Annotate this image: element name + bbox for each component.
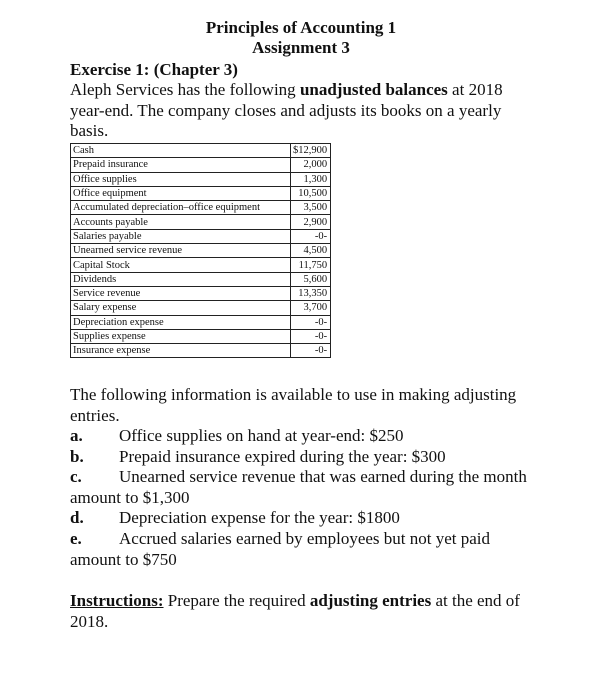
item-letter: a. (70, 426, 83, 445)
account-amount: 3,700 (291, 301, 331, 315)
adjustment-item-e (70, 529, 540, 570)
account-name: Accounts payable (71, 215, 291, 229)
instructions-text-1: Prepare the required (163, 591, 310, 610)
account-amount: 2,900 (291, 215, 331, 229)
account-amount: 5,600 (291, 272, 331, 286)
table-row (71, 244, 331, 258)
account-name: Service revenue (71, 286, 291, 300)
account-name: Unearned service revenue (71, 244, 291, 258)
item-letter: e. (70, 529, 82, 548)
adjustment-item-a (70, 426, 540, 447)
account-amount: 2,000 (291, 158, 331, 172)
account-name: Supplies expense (71, 329, 291, 343)
item-text: Office supplies on hand at year-end: $250 (119, 426, 404, 445)
item-letter: c. (70, 467, 82, 486)
item-text: Unearned service revenue that was earned during the month amount to $1,300 (70, 467, 527, 507)
instructions (70, 591, 540, 632)
table-row (71, 186, 331, 200)
account-amount: -0- (291, 315, 331, 329)
account-amount: 4,500 (291, 244, 331, 258)
account-amount: 10,500 (291, 186, 331, 200)
instructions-label: Instructions: (70, 591, 164, 610)
account-amount: -0- (291, 344, 331, 358)
account-name: Insurance expense (71, 344, 291, 358)
account-name: Cash (71, 144, 291, 158)
instructions-bold: adjusting entries (309, 591, 432, 610)
account-amount: 3,500 (291, 201, 331, 215)
account-name: Dividends (71, 272, 291, 286)
adjustment-item-d (70, 508, 540, 529)
account-amount: $12,900 (291, 144, 331, 158)
account-name: Prepaid insurance (71, 158, 291, 172)
intro-text-2: at 2018 year-end. The company closes and adjusts its books on a yearly basis. (70, 80, 503, 140)
item-text: Prepaid insurance expired during the year: $300 (119, 447, 446, 466)
account-name: Capital Stock (71, 258, 291, 272)
exercise-heading: Exercise 1: (Chapter 3) (70, 60, 238, 79)
table-row (71, 315, 331, 329)
item-letter: b. (70, 447, 84, 466)
account-amount: -0- (291, 329, 331, 343)
account-name: Depreciation expense (71, 315, 291, 329)
table-row (71, 158, 331, 172)
table-row (71, 344, 331, 358)
intro-text-1: Aleph Services has the following (70, 80, 300, 99)
account-amount: -0- (291, 229, 331, 243)
document-title: Principles of Accounting 1 (205, 18, 397, 37)
table-row (71, 229, 331, 243)
table-row (71, 201, 331, 215)
account-name: Salaries payable (71, 229, 291, 243)
account-name: Office supplies (71, 172, 291, 186)
table-row (71, 301, 331, 315)
exercise-intro (70, 80, 540, 142)
intro-bold: unadjusted balances (299, 80, 448, 99)
instructions-text-2: at the end of 2018. (70, 591, 520, 631)
adjustment-item-b (70, 447, 540, 468)
adjustment-item-c (70, 467, 540, 508)
account-name: Accumulated depreciation–office equipment (71, 201, 291, 215)
item-text: Accrued salaries earned by employees but not yet paid amount to $750 (70, 529, 491, 569)
account-name: Salary expense (71, 301, 291, 315)
table-row (71, 258, 331, 272)
table-row (71, 329, 331, 343)
table-row (71, 272, 331, 286)
info-paragraph: The following information is available to use in making adjusting entries. (70, 385, 517, 425)
table-row (71, 215, 331, 229)
account-name: Office equipment (71, 186, 291, 200)
account-amount: 1,300 (291, 172, 331, 186)
item-text: Depreciation expense for the year: $1800 (119, 508, 400, 527)
assignment-subtitle: Assignment 3 (252, 38, 350, 57)
table-row (71, 144, 331, 158)
item-letter: d. (70, 508, 84, 527)
account-amount: 11,750 (291, 258, 331, 272)
table-row (71, 286, 331, 300)
table-row (71, 172, 331, 186)
unadjusted-balances-table (70, 143, 331, 358)
account-amount: 13,350 (291, 286, 331, 300)
